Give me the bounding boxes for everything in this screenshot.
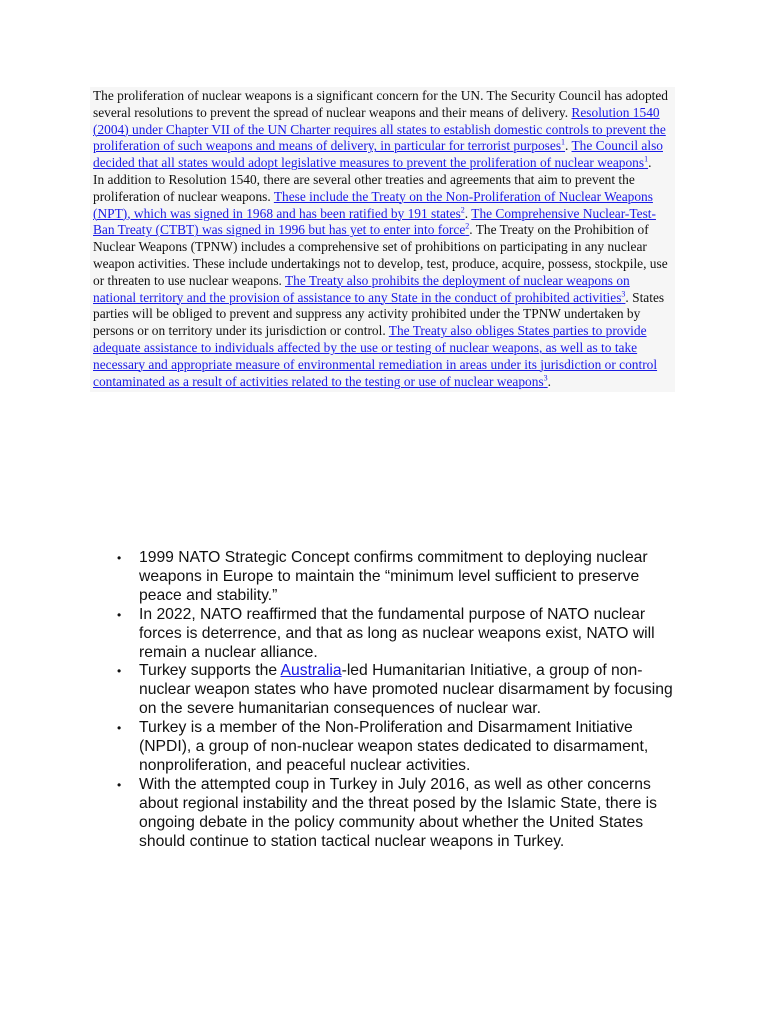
footnote-marker: 2 <box>460 205 465 215</box>
inline-link-text: The Council also decided that all states would adopt legislative measures to prevent the proliferation of nuclear weapons <box>93 138 663 171</box>
bullet-dot-icon: • <box>117 607 122 622</box>
un-proliferation-text-block <box>90 87 675 392</box>
body-text: . <box>464 205 472 221</box>
paragraph <box>93 172 672 390</box>
bullet-dot-icon: • <box>117 721 122 736</box>
bullet-item <box>117 549 679 606</box>
bullet-item <box>117 662 679 719</box>
body-text: The proliferation of nuclear weapons is a significant concern for the UN. The Security Council has adopted several resolutions to prevent the spread of nuclear weapons and their means of delivery. <box>93 88 668 120</box>
australia-link[interactable]: Australia <box>280 662 342 680</box>
bullet-text: 1999 NATO Strategic Concept confirms commitment to deploying nuclear weapons in Europe to maintain the “minimum level sufficient to preserve peace and stability.” <box>139 549 648 604</box>
bullet-text-continued: -led Humanitarian Initiative, a group of non-nuclear weapon states who have promoted nuclear disarmament by focusing on the severe humanitarian consequences of nuclear war. <box>139 662 673 718</box>
body-text: . <box>565 138 572 154</box>
paragraph <box>93 88 672 172</box>
bullet-text: Turkey supports the <box>139 662 281 680</box>
body-text: In addition to Resolution 1540, there are several other treaties and agreements that aim to prevent the proliferation of nuclear weapons. <box>93 171 635 204</box>
bullet-text: Turkey is a member of the Non-Proliferation and Disarmament Initiative (NPDI), a group of non-nuclear weapon states dedicated to disarmament, nonproliferation, and peaceful nuclear activities. <box>139 719 649 774</box>
bullet-item <box>117 719 679 776</box>
footnote-marker: 1 <box>644 154 649 164</box>
body-text: . States parties will be obliged to prevent and suppress any activity prohibited under the TPNW undertaken by persons or on territory under its jurisdiction or control. <box>93 289 665 339</box>
bullet-dot-icon: • <box>117 551 122 565</box>
bullet-list <box>117 549 679 852</box>
footnote-marker: 3 <box>621 289 626 299</box>
bullet-dot-icon: • <box>117 777 122 792</box>
bullet-text: With the attempted coup in Turkey in July 2016, as well as other concerns about regional instability and the threat posed by the Islamic State, there is ongoing debate in the policy community about whether the United States should continue to station tactical nuclear weapons in Turkey. <box>139 775 657 850</box>
footnote-marker: 3 <box>543 373 548 383</box>
inline-link-text: The Treaty also obliges States parties to provide adequate assistance to individuals affected by the use or testing of nuclear weapons, as well as to take necessary and appropriate measure of environmental remediation in areas under its jurisdiction or control contaminated as a result of activities related to the testing or use of nuclear weapons <box>93 323 658 389</box>
footnote-marker: 1 <box>561 137 566 147</box>
bullet-item <box>117 775 679 852</box>
body-text: . <box>547 373 552 389</box>
inline-link-text: The Comprehensive Nuclear-Test-Ban Treaty (CTBT) was signed in 1996 but has yet to enter into force <box>93 205 656 238</box>
inline-link-text: These include the Treaty on the Non-Proliferation of Nuclear Weapons (NPT), which was signed in 1968 and has been ratified by 191 states <box>93 188 653 221</box>
bullet-text: In 2022, NATO reaffirmed that the fundamental purpose of NATO nuclear forces is deterrence, and that as long as nuclear weapons exist, NATO will remain a nuclear alliance. <box>139 605 655 661</box>
inline-link-text: Resolution 1540 (2004) under Chapter VII of the UN Charter requires all states to establish domestic controls to prevent the proliferation of such weapons and means of delivery, in particular for terrorist purposes <box>93 104 666 154</box>
footnote-marker: 2 <box>465 221 470 231</box>
bullet-dot-icon: • <box>117 664 122 679</box>
bullet-item <box>117 605 679 663</box>
body-text: . <box>648 155 652 171</box>
inline-link-text: The Treaty also prohibits the deployment of nuclear weapons on national territory and the provision of assistance to any State in the conduct of prohibited activities <box>93 272 630 305</box>
body-text: . The Treaty on the Prohibition of Nuclear Weapons (TPNW) includes a comprehensive set of prohibitions on participating in any nuclear weapon activities. These include undertakings not to develop, test, produce, acquire, possess, stockpile, use or threaten to use nuclear weapons. <box>93 222 668 288</box>
